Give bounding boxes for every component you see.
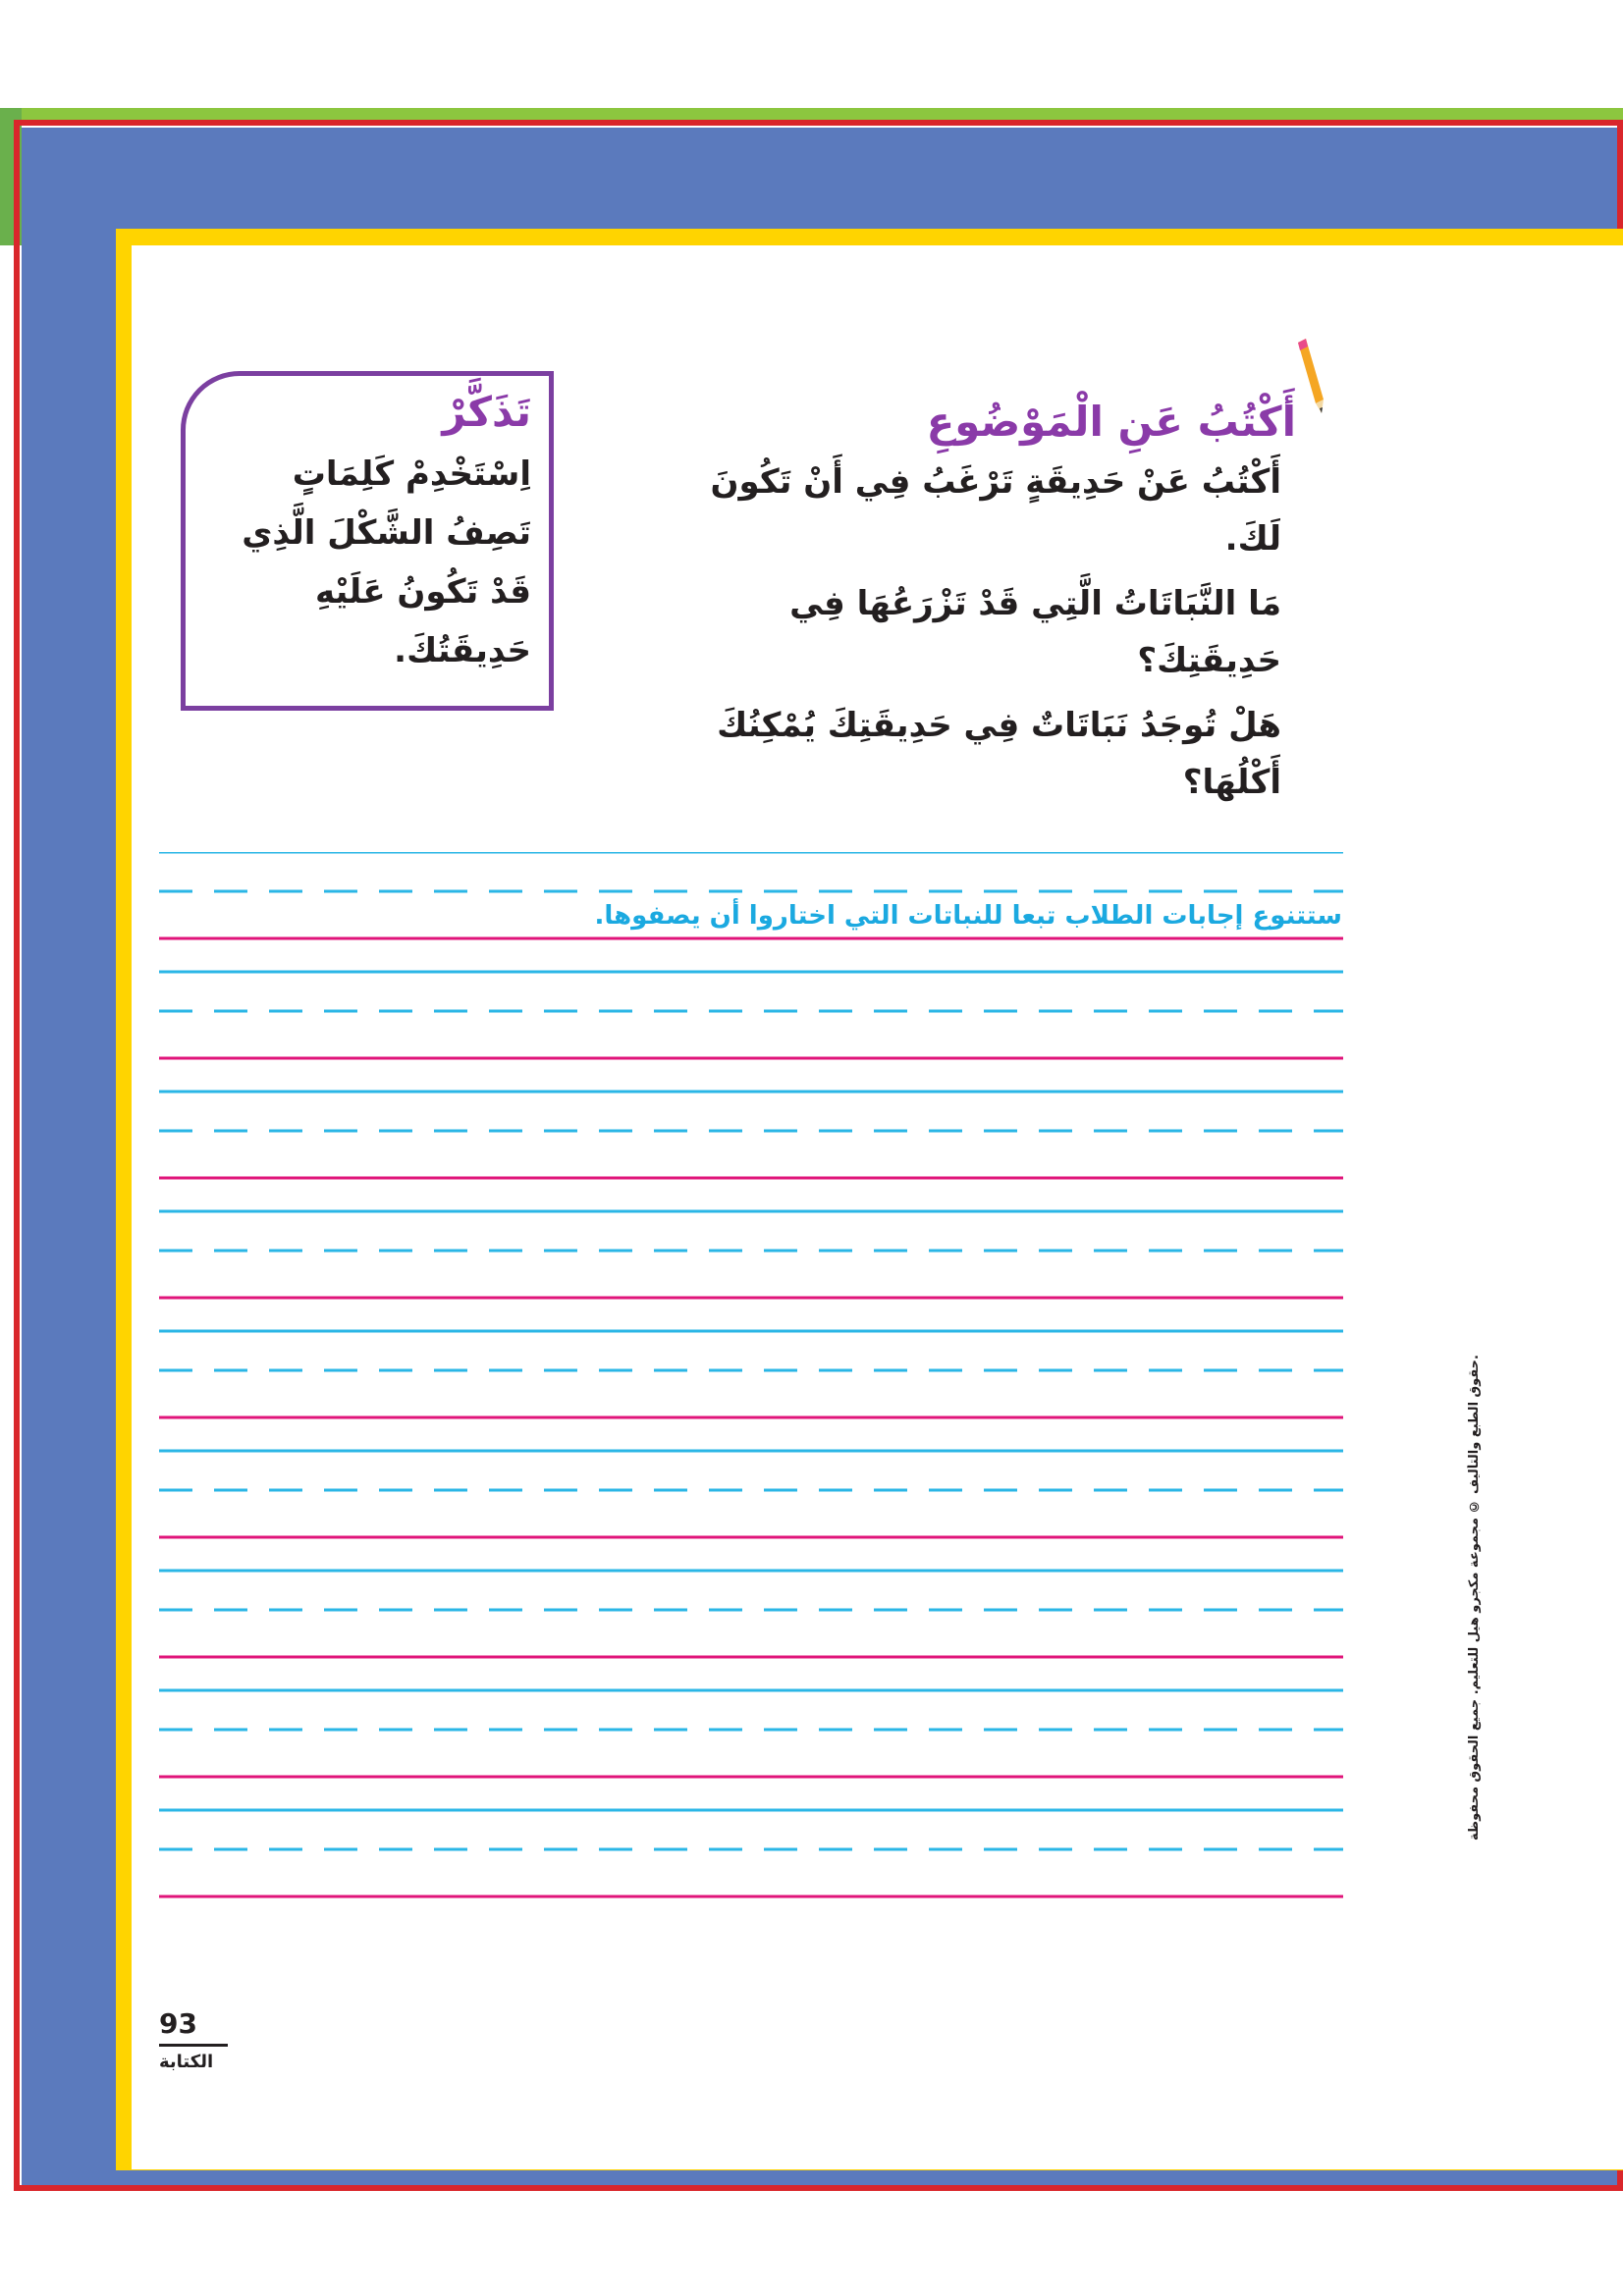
handwriting-lines — [159, 852, 1343, 1912]
writing-prompt — [653, 454, 1281, 819]
remember-title: تَذَكَّرْ — [442, 388, 531, 436]
remember-box — [181, 371, 554, 711]
copyright-note — [1467, 1355, 1487, 1855]
prompt-line-2: مَا النَّبَاتَاتُ الَّتِي قَدْ تَزْرَعُهَا فِي حَدِيقَتِكَ؟ — [789, 584, 1281, 680]
remember-text: اِسْتَخْدِمْ كَلِمَاتٍ تَصِفُ الشَّكْلَ الَّذِي قَدْ تَكُونُ عَلَيْهِ حَدِيقَتُكَ. — [242, 454, 531, 670]
prompt-line-3: هَلْ تُوجَدُ نَبَاتَاتٌ فِي حَدِيقَتِكَ يُمْكِنُكَ أَكْلُهَا؟ — [717, 706, 1281, 802]
copyright-text: حقوق الطبع والتأليف © مجموعة مكجرو هيل للتعليم. جميع الحقوق محفوظة. — [1467, 1355, 1482, 1842]
section-title: أَكْتُبُ عَنِ الْمَوْضُوعِ — [926, 398, 1296, 446]
sample-answer-text: ستتنوع إجابات الطلاب تبعا للنباتات التي اختاروا أن يصفوها. — [594, 901, 1342, 931]
page-section-label: الكتابة — [159, 2052, 214, 2072]
pencil-icon — [1294, 339, 1327, 413]
prompt-line-1: أَكْتُبُ عَنْ حَدِيقَةٍ تَرْغَبُ فِي أَنْ تَكُونَ لَكَ. — [710, 462, 1281, 559]
page-number-rule — [159, 2044, 228, 2047]
page-number: 93 — [159, 2007, 197, 2040]
